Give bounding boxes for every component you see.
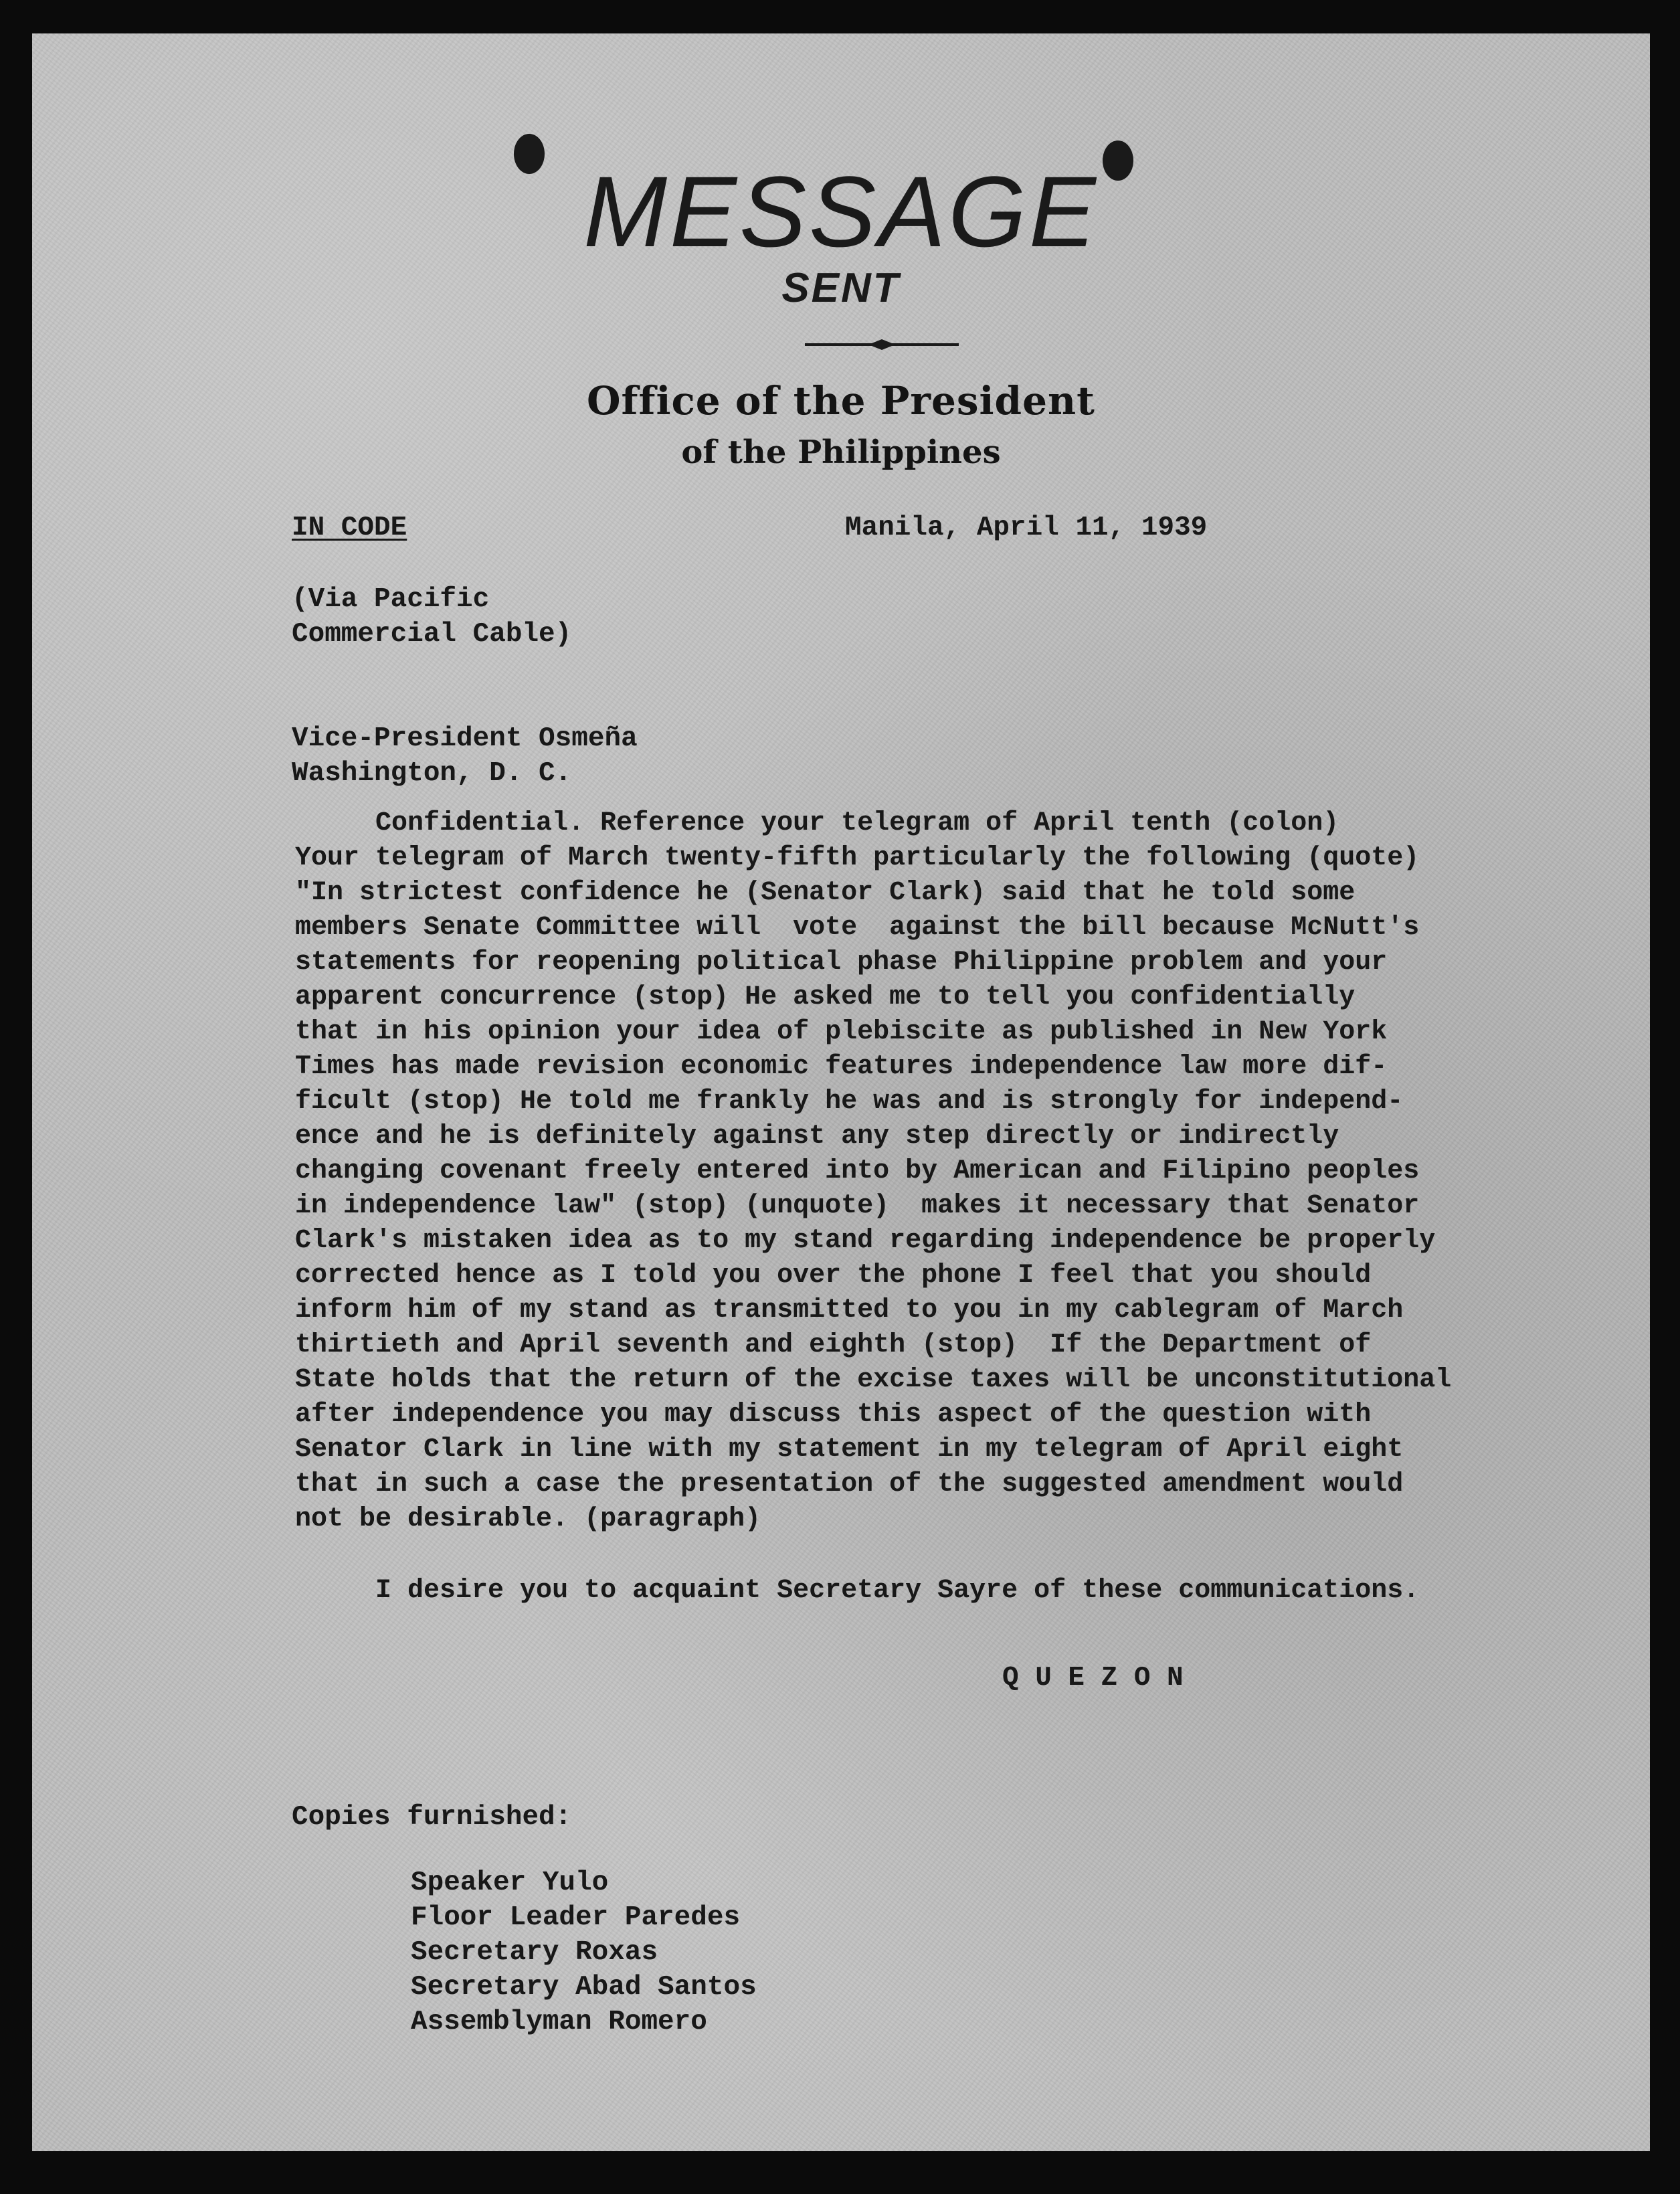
body-line: State holds that the return of the excise taxes will be unconstitutional	[295, 1365, 1452, 1395]
copy-recipient: Floor Leader Paredes	[411, 1902, 741, 1933]
body-line: members Senate Committee will vote against the bill because McNutt's	[295, 913, 1420, 943]
body-line: Senator Clark in line with my statement in my telegram of April eight	[295, 1435, 1404, 1465]
ornament-rule	[805, 338, 959, 351]
letterhead-title: MESSAGE	[583, 155, 1099, 268]
office-line-2: of the Philippines	[681, 434, 1001, 471]
body-line: that in such a case the presentation of the suggested amendment would	[295, 1469, 1404, 1499]
body-line: "In strictest confidence he (Senator Clark) said that he told some	[295, 878, 1356, 908]
body-line: inform him of my stand as transmitted to you in my cablegram of March	[295, 1295, 1404, 1325]
route-line-1: (Via Pacific	[292, 584, 490, 615]
body-line: ficult (stop) He told me frankly he was and is strongly for independ-	[295, 1087, 1404, 1117]
body-line: not be desirable. (paragraph)	[295, 1504, 761, 1534]
body-line: in independence law" (stop) (unquote) makes it necessary that Senator	[295, 1191, 1420, 1221]
body-line: Confidential. Reference your telegram of April tenth (colon)	[295, 808, 1339, 838]
body-paragraph-2: I desire you to acquaint Secretary Sayre of these communications.	[295, 1576, 1420, 1606]
body-line: after independence you may discuss this aspect of the question with	[295, 1400, 1372, 1430]
office-line-1: Office of the President	[587, 378, 1095, 424]
body-line: corrected hence as I told you over the phone I feel that you should	[295, 1261, 1372, 1291]
body-line: apparent concurrence (stop) He asked me to tell you confidentially	[295, 982, 1356, 1012]
copy-recipient: Secretary Abad Santos	[411, 1972, 757, 2003]
telegram-sheet	[32, 33, 1650, 2151]
copy-recipient: Speaker Yulo	[411, 1867, 609, 1898]
body-line: changing covenant freely entered into by American and Filipino peoples	[295, 1156, 1420, 1186]
body-line: that in his opinion your idea of plebiscite as published in New York	[295, 1017, 1388, 1047]
copy-recipient: Assemblyman Romero	[411, 2007, 707, 2037]
copy-recipient: Secretary Roxas	[411, 1937, 658, 1968]
body-line: Times has made revision economic features independence law more dif-	[295, 1052, 1388, 1082]
addressee-name: Vice-President Osmeña	[292, 723, 638, 754]
body-line: ence and he is definitely against any step directly or indirectly	[295, 1121, 1339, 1152]
route-line-2: Commercial Cable)	[292, 619, 572, 650]
signature: Q U E Z O N	[1002, 1663, 1184, 1694]
letterhead-subtitle: SENT	[781, 265, 901, 311]
code-marking: IN CODE	[292, 513, 407, 543]
addressee-location: Washington, D. C.	[292, 758, 572, 789]
place-date: Manila, April 11, 1939	[845, 513, 1208, 543]
body-line: thirtieth and April seventh and eighth (stop) If the Department of	[295, 1330, 1372, 1360]
body-line: statements for reopening political phase Philippine problem and your	[295, 947, 1388, 978]
body-line: Your telegram of March twenty-fifth particularly the following (quote)	[295, 843, 1420, 873]
body-line: Clark's mistaken idea as to my stand regarding independence be properly	[295, 1226, 1436, 1256]
copies-heading: Copies furnished:	[292, 1802, 572, 1833]
